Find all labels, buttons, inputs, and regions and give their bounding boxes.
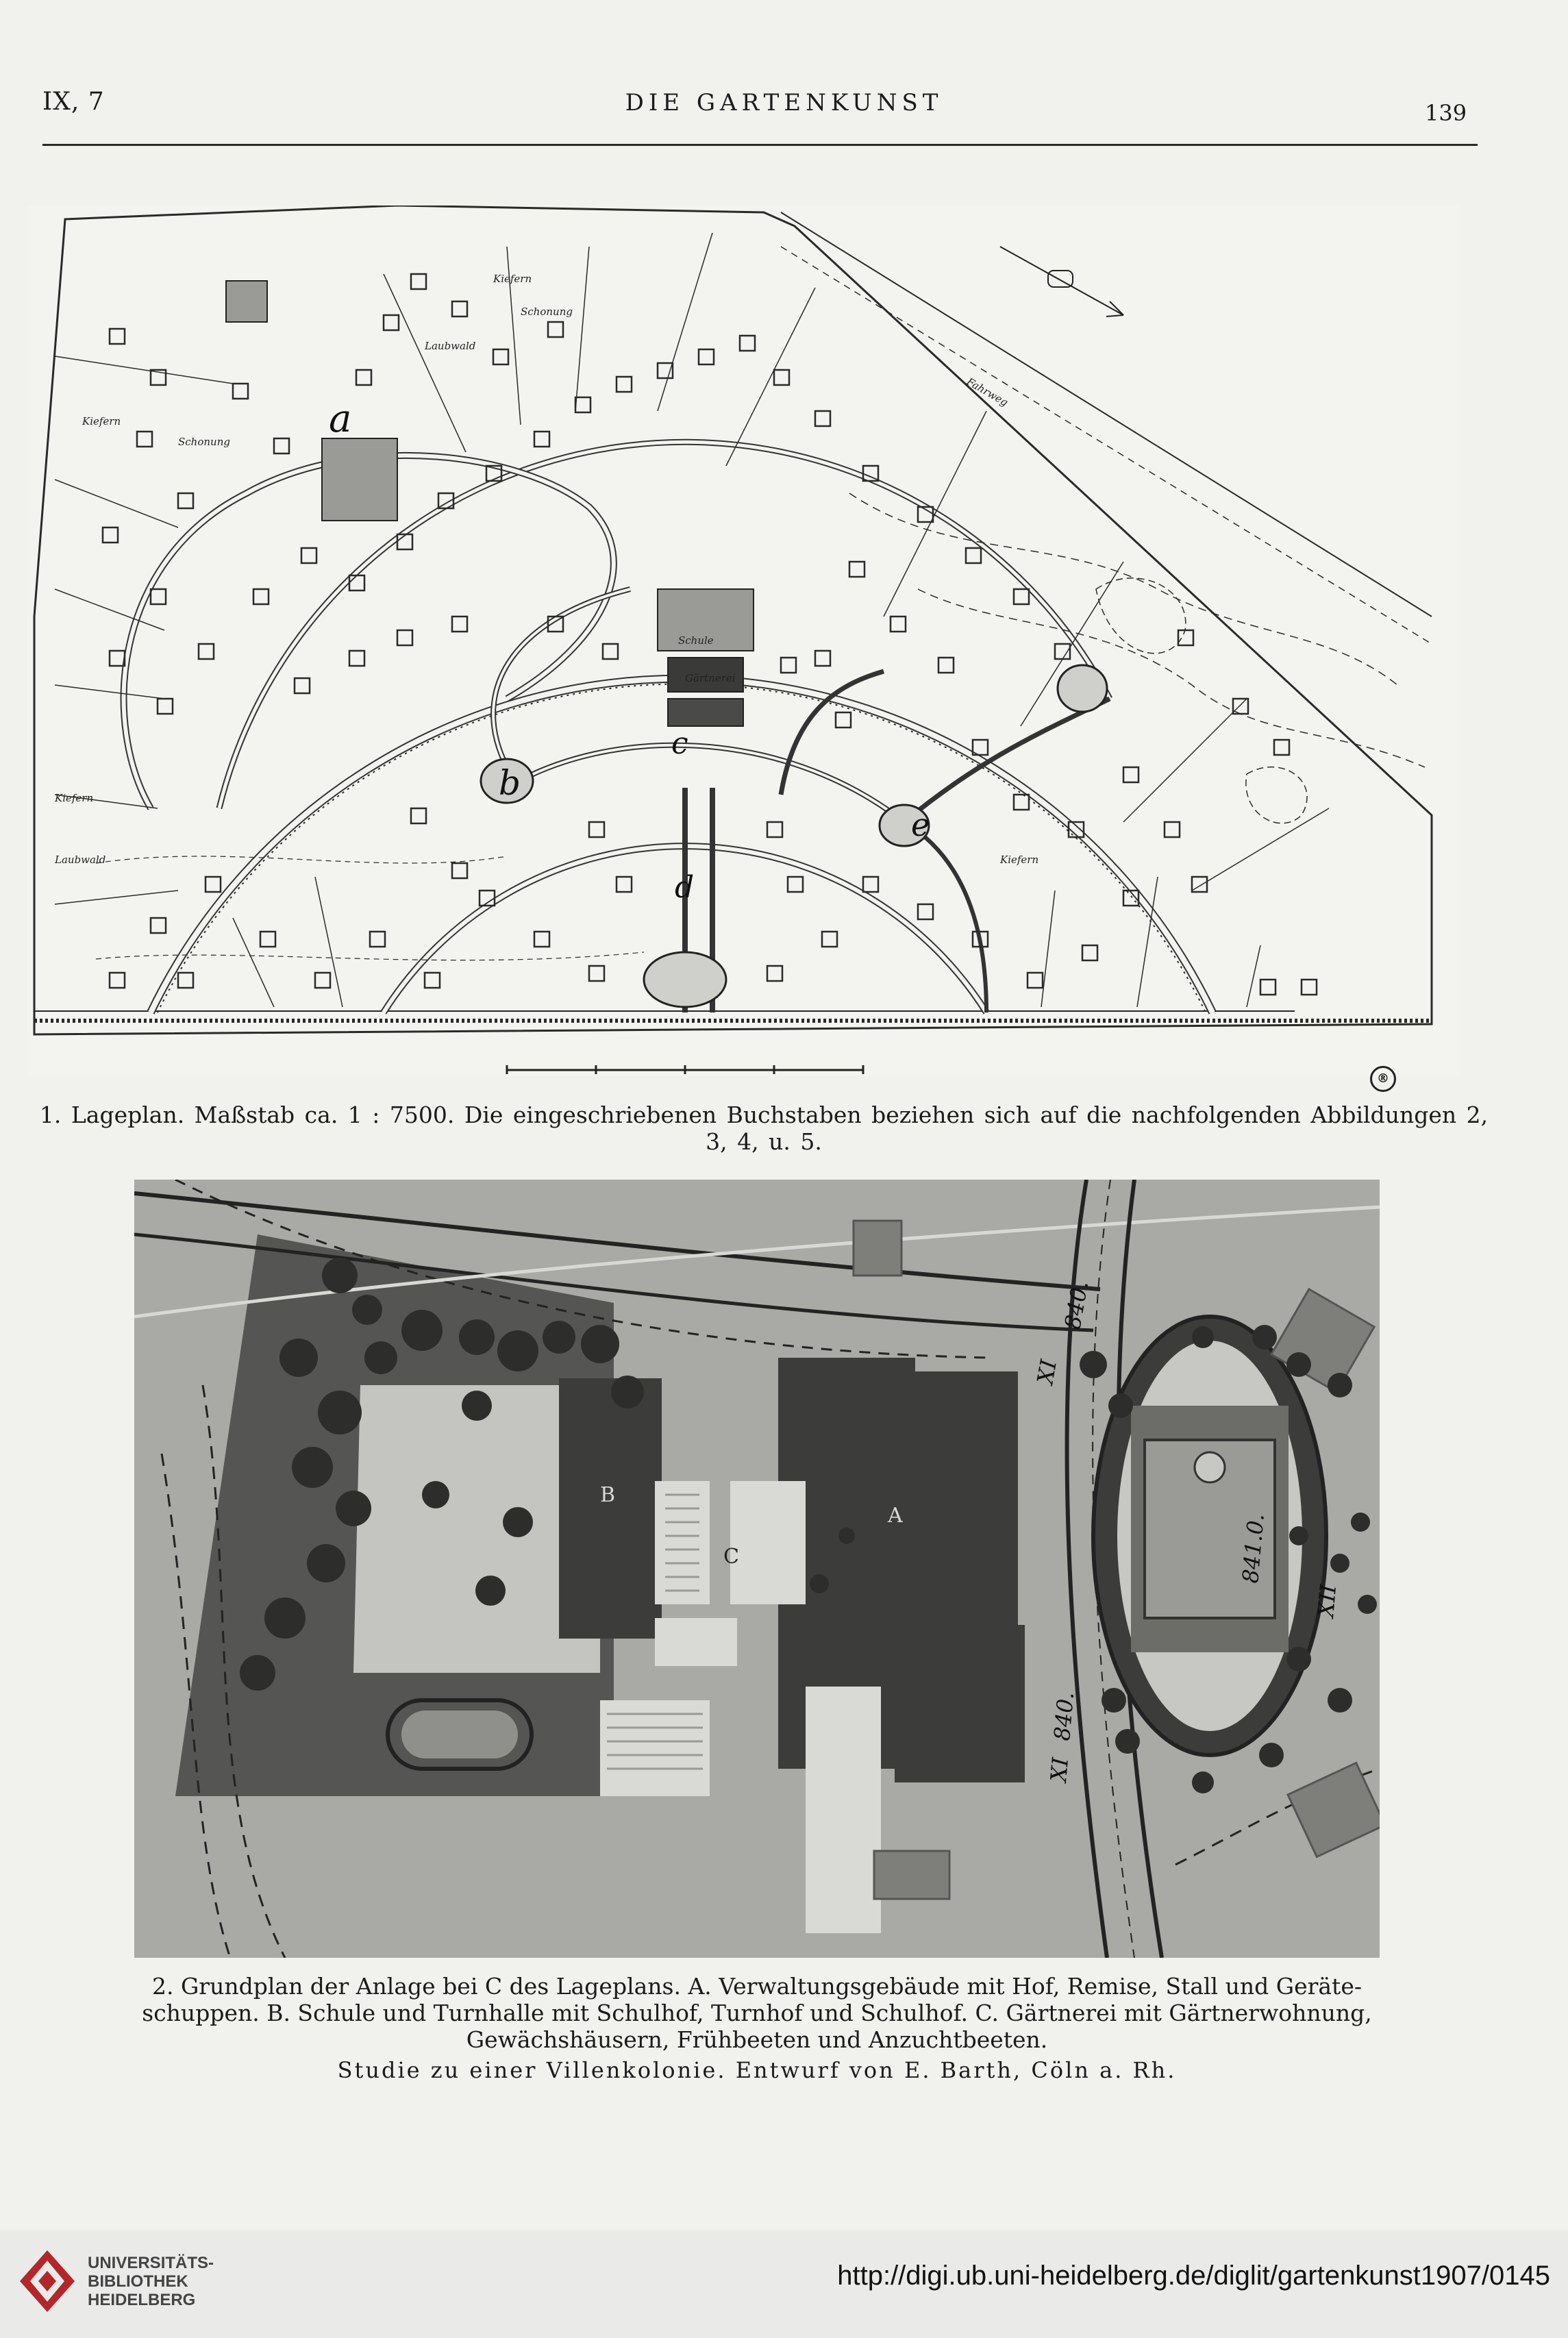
tree-icon [352, 1295, 382, 1325]
tree-icon [581, 1325, 619, 1363]
plan-label-laubwald-2: Laubwald [55, 854, 106, 866]
plan-label-kiefern-3: Kiefern [55, 792, 94, 804]
tree-icon [364, 1341, 397, 1374]
tree-icon [497, 1330, 538, 1371]
tree-icon [422, 1481, 449, 1508]
tree-icon [1080, 1351, 1107, 1378]
tree-icon [1252, 1325, 1277, 1350]
building-letter-c: C [723, 1545, 739, 1569]
tree-icon [459, 1319, 495, 1355]
site-plan-figure [27, 206, 1459, 1075]
tree-icon [264, 1597, 306, 1639]
plan-label-kiefern-1: Kiefern [493, 273, 532, 285]
journal-title: DIE GARTENKUNST [625, 89, 943, 116]
tree-icon [292, 1447, 333, 1488]
plan-label-schonung-1: Schonung [521, 306, 573, 318]
figure2-caption-line2: schuppen. B. Schule und Turnhalle mit Schulhof, Turnhof und Schulhof. C. Gärtnerei mit Gärtnerwohnung, [142, 2000, 1372, 2026]
tree-icon [1259, 1743, 1284, 1767]
plan-letter-c: c [671, 726, 688, 761]
library-name-line1: UNIVERSITÄTS- [88, 2254, 214, 2272]
plan-label-fahrweg: Fahrweg [965, 375, 1010, 409]
tree-icon [543, 1321, 575, 1354]
tree-icon [838, 1528, 855, 1544]
elevation-label-top: 840. [1059, 1278, 1094, 1332]
tree-icon [1328, 1373, 1352, 1397]
plan-letter-d: d [675, 870, 695, 905]
library-name-line3: HEIDELBERG [88, 2291, 196, 2309]
tree-icon [475, 1576, 506, 1606]
tree-icon [1328, 1688, 1352, 1713]
tree-icon [503, 1507, 533, 1537]
elevation-label-bottom: 840. [1049, 1691, 1080, 1742]
tree-icon [240, 1655, 275, 1691]
tree-icon [1102, 1688, 1126, 1713]
tree-icon [1286, 1352, 1311, 1377]
tree-icon [810, 1574, 829, 1593]
plan-letter-a: a [329, 397, 352, 441]
road-label-xi-top: XI [1032, 1357, 1062, 1386]
plan-label-kiefern-4: Kiefern [1000, 854, 1039, 866]
tree-icon [336, 1491, 371, 1526]
figure2-caption [121, 1973, 1393, 2053]
plan-letter-e: e [911, 806, 930, 843]
tree-icon [1351, 1513, 1370, 1532]
library-name-line2: BIBLIOTHEK [88, 2272, 188, 2291]
tree-icon [1330, 1554, 1349, 1573]
tree-icon [401, 1310, 443, 1351]
ground-plan-figure [134, 1180, 1380, 1958]
figure2-caption-line1: 2. Grundplan der Anlage bei C des Lageplans. A. Verwaltungsgebäude mit Hof, Remise, Stall und Geräte- [151, 1973, 1362, 2000]
plan-label-schule: Schule [678, 634, 714, 647]
figure2-caption-line3: Gewächshäusern, Frühbeeten und Anzuchtbeeten. [466, 2026, 1048, 2053]
project-credit: Studie zu einer Villenkolonie. Entwurf von E. Barth, Cöln a. Rh. [337, 2057, 1177, 2083]
figure1-caption: 1. Lageplan. Maßstab ca. 1 : 7500. Die eingeschriebenen Buchstaben beziehen sich auf die nachfolgenden Abbildungen 2, 3, 4, u. 5. [39, 1102, 1489, 1155]
building-letter-b: B [600, 1483, 616, 1507]
building-letter-a: A [888, 1504, 903, 1528]
page-number: 139 [1425, 100, 1467, 126]
header-rule [42, 144, 1478, 146]
tree-icon [1286, 1647, 1311, 1671]
source-url-link[interactable]: http://digi.ub.uni-heidelberg.de/diglit/gartenkunst1907/0145 [837, 2261, 1550, 2291]
tree-icon [279, 1339, 318, 1377]
tree-icon [611, 1376, 644, 1408]
issue-number: IX, 7 [42, 88, 105, 116]
tree-icon [318, 1391, 362, 1434]
library-name [88, 2254, 214, 2309]
copyright-icon: ® [1370, 1066, 1396, 1092]
tree-icon [1289, 1526, 1308, 1545]
plan-label-laubwald-1: Laubwald [425, 340, 476, 352]
plan-label-gaertnerei: Gärtnerei [685, 672, 736, 684]
road-label-xii: XII [1312, 1583, 1342, 1619]
tree-icon [1192, 1771, 1214, 1793]
tree-icon [1108, 1393, 1133, 1418]
elevation-label-right: 841.0. [1237, 1512, 1269, 1584]
road-label-xi-bottom: XI [1045, 1756, 1074, 1783]
library-logo-icon [16, 2247, 78, 2315]
tree-icon [307, 1544, 345, 1582]
plan-letter-b: b [499, 763, 521, 803]
plan-label-kiefern-2: Kiefern [82, 415, 121, 427]
tree-icon [1192, 1326, 1214, 1348]
plan-label-schonung-2: Schonung [178, 436, 230, 448]
tree-icon [462, 1391, 492, 1421]
tree-icon [1358, 1595, 1377, 1614]
tree-icon [322, 1258, 358, 1293]
tree-icon [1115, 1729, 1140, 1754]
